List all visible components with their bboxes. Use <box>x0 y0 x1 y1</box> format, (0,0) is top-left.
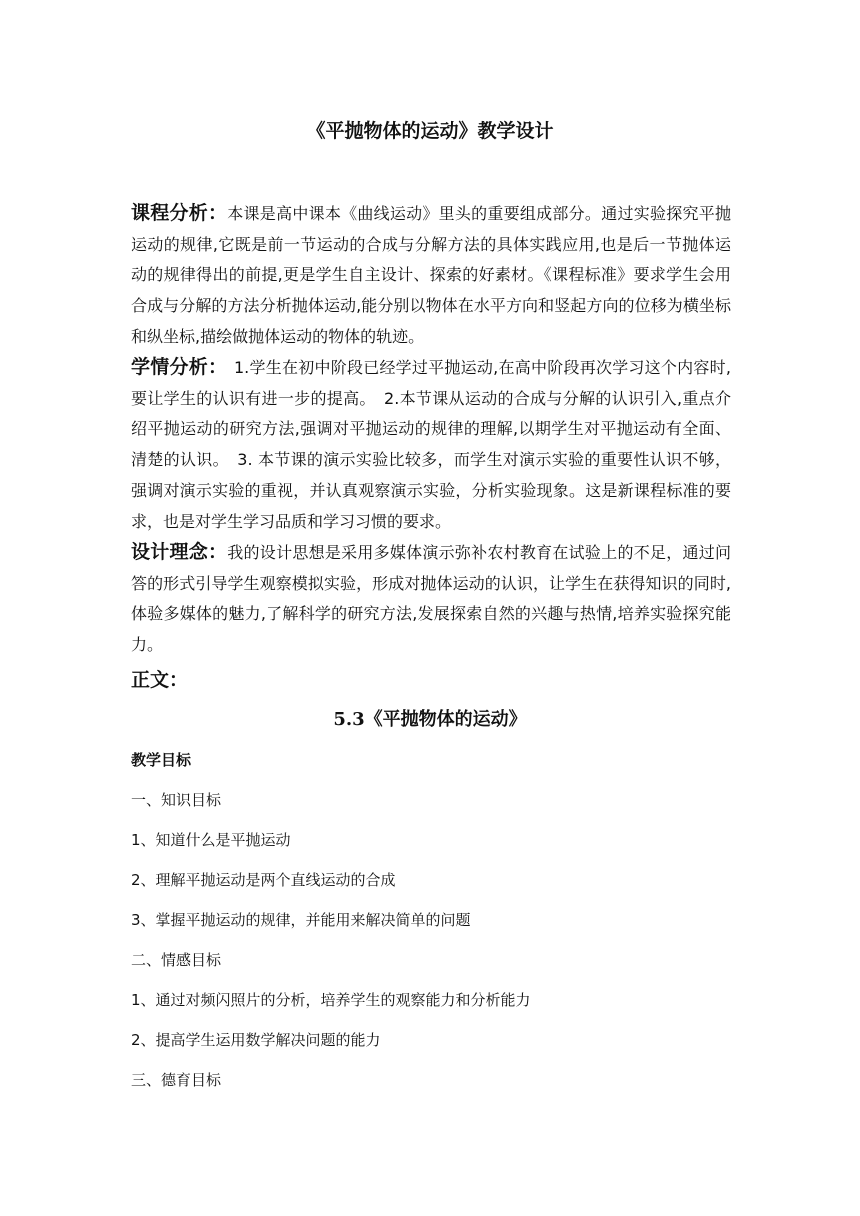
section-title: 5.3《平抛物体的运动》 <box>333 709 527 730</box>
list-item: 一、知识目标 <box>131 791 222 809</box>
list-item: 3、掌握平抛运动的规律，并能用来解决简单的问题 <box>131 911 471 929</box>
design-concept-label: 设计理念： <box>131 541 228 563</box>
list-item: 1、通过对频闪照片的分析，培养学生的观察能力和分析能力 <box>131 991 531 1009</box>
course-analysis-text: 本课是高中课本《曲线运动》里头的重要组成部分。通过实验探究平抛运动的规律,它既是前一节运动的合成与分解方法的具体实践应用,也是后一节抛体运动的规律得出的前提,更是学生自主设计、探索的好素材。《课程标准》要求学生会用合成与分解的方法分析抛体运动,能分别以物体在水平方向和竖起方向的位移为横坐标和纵坐标,描绘做抛体运动的物体的轨迹。 <box>131 204 731 346</box>
student-analysis-paragraph <box>131 352 731 537</box>
course-analysis-label: 课程分析： <box>131 202 228 224</box>
list-item: 1、知道什么是平抛运动 <box>131 831 291 849</box>
design-concept-paragraph <box>131 537 731 661</box>
student-analysis-text: 1.学生在初中阶段已经学过平抛运动,在高中阶段再次学习这个内容时,要让学生的认识有进一步的提高。 2.本节课从运动的合成与分解的认识引入,重点介绍平抛运动的研究方法,强调对平抛运动的规律的理解,以期学生对平抛运动有全面、清楚的认识。 3. 本节课的演示实验比较多，而学生对演示实验的重要性认识不够，强调对演示实验的重视，并认真观察演示实验，分析实验现象。这是新课程标准的要求，也是对学生学习品质和学习习惯的要求。 <box>131 358 731 531</box>
design-concept-text: 我的设计思想是采用多媒体演示弥补农村教育在试验上的不足，通过问答的形式引导学生观察模拟实验，形成对抛体运动的认识，让学生在获得知识的同时,体验多媒体的魅力,了解科学的研究方法,发展探索自然的兴趣与热情,培养实验探究能力。 <box>131 543 731 655</box>
student-analysis-label: 学情分析： <box>131 356 218 378</box>
list-item: 三、德育目标 <box>131 1071 222 1089</box>
main-heading: 正文： <box>131 669 189 691</box>
list-item: 二、情感目标 <box>131 951 222 969</box>
course-analysis-paragraph <box>131 198 731 353</box>
list-item: 2、理解平抛运动是两个直线运动的合成 <box>131 871 396 889</box>
list-item: 2、提高学生运用数学解决问题的能力 <box>131 1031 381 1049</box>
objectives-heading: 教学目标 <box>131 751 192 769</box>
document-title: 《平抛物体的运动》教学设计 <box>306 120 554 142</box>
